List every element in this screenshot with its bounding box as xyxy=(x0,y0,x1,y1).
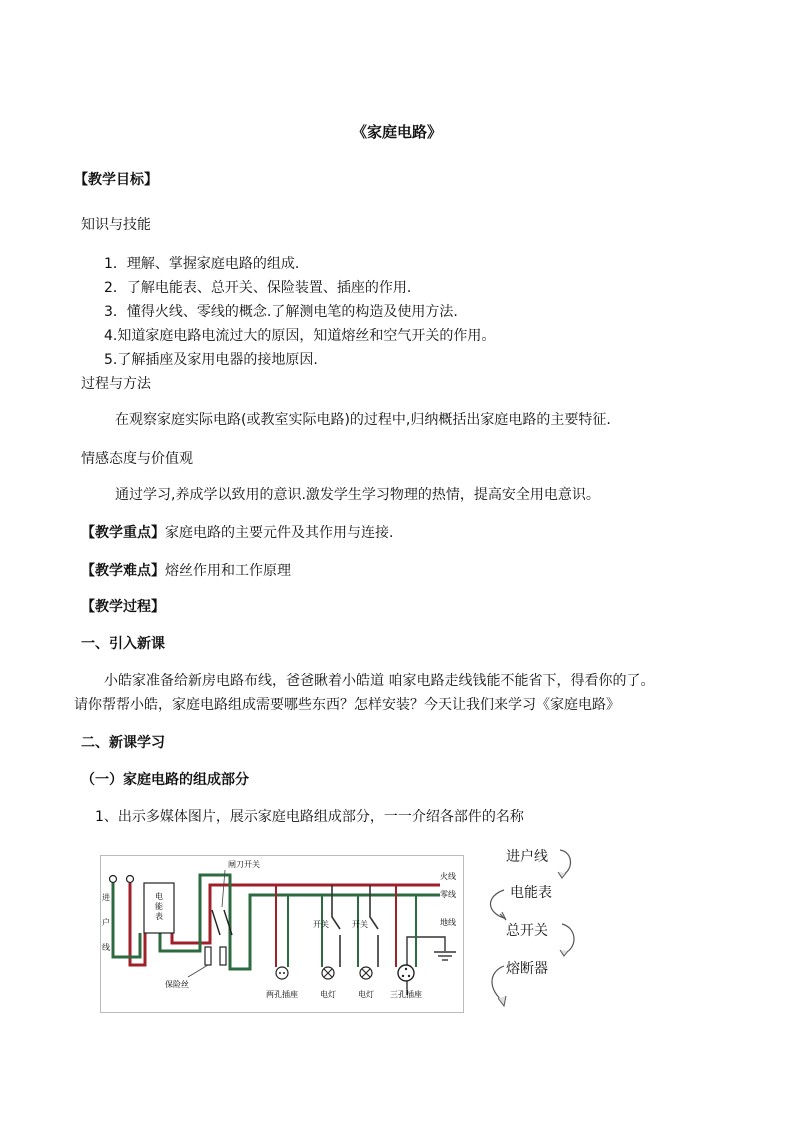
neutral-label: 零线 xyxy=(440,890,456,899)
meter-label-2: 能 xyxy=(155,902,163,911)
curved-arrow-icon xyxy=(562,924,574,954)
objectives-heading: 【教学目标】 xyxy=(74,172,158,188)
meter-label-3: 表 xyxy=(155,912,163,921)
arrow-head-icon xyxy=(500,912,506,920)
knowledge-item: 3．懂得火线、零线的概念.了解测电笔的构造及使用方法. xyxy=(104,304,458,320)
attitude-heading: 情感态度与价值观 xyxy=(81,451,193,467)
fuse-2 xyxy=(220,947,226,965)
arrow-head-icon xyxy=(558,872,566,878)
component-flow xyxy=(482,842,602,1012)
arrow-head-icon xyxy=(560,950,568,956)
flow-item-entry-wire: 进户线 xyxy=(506,849,548,865)
knowledge-item: 2．了解电能表、总开关、保险装置、插座的作用. xyxy=(104,280,412,296)
knowledge-item: 1．理解、掌握家庭电路的组成. xyxy=(104,256,300,272)
knowledge-item: 5.了解插座及家用电器的接地原因. xyxy=(104,352,318,368)
switch2-label: 开关 xyxy=(352,920,368,929)
knowledge-item: 4.知道家庭电路电流过大的原因，知道熔丝和空气开关的作用。 xyxy=(104,328,496,344)
process-heading: 过程与方法 xyxy=(81,376,151,392)
ground-label: 地线 xyxy=(440,918,456,927)
attitude-text: 通过学习,养成学以致用的意识.激发学生学习物理的热情，提高安全用电意识。 xyxy=(115,487,600,503)
difficulty xyxy=(81,562,291,580)
process-section-heading: 【教学过程】 xyxy=(81,599,165,615)
section2-heading: 二、新课学习 xyxy=(81,735,165,751)
switch1-label: 开关 xyxy=(313,920,329,929)
flow-item-main-switch: 总开关 xyxy=(506,923,548,939)
three-socket-label: 三孔插座 xyxy=(390,990,422,999)
difficulty-label: 【教学难点】 xyxy=(81,563,165,579)
meter-label-1: 电 xyxy=(155,892,163,901)
knife-switch-label: 闸刀开关 xyxy=(228,860,260,869)
section1-paragraph-line2: 请你帮帮小皓，家庭电路组成需要哪些东西？怎样安装？今天让我们来学习《家庭电路》 xyxy=(74,697,620,713)
lamp1-label: 电灯 xyxy=(320,990,336,999)
three-hole-socket-icon xyxy=(398,965,414,981)
entry-terminal-neutral xyxy=(127,876,134,883)
flow-item-fuse: 熔断器 xyxy=(506,961,548,977)
lamp2-label: 电灯 xyxy=(358,990,374,999)
key-point-text: 家庭电路的主要元件及其作用与连接. xyxy=(165,525,394,541)
fuse-1 xyxy=(205,947,211,965)
document-title: 《家庭电路》 xyxy=(351,123,442,141)
fuse-label: 保险丝 xyxy=(165,980,189,989)
flow-item-energy-meter: 电能表 xyxy=(510,885,552,901)
section1-paragraph-line1: 小皓家准备给新房电路布线，爸爸瞅着小皓道 咱家电路走线钱能不能省下，得看你的了。 xyxy=(104,673,655,689)
entry-terminal-live xyxy=(110,876,117,883)
household-circuit-diagram xyxy=(100,855,464,1013)
section2-subheading: （一）家庭电路的组成部分 xyxy=(81,772,249,788)
key-point-label: 【教学重点】 xyxy=(81,525,165,541)
key-point xyxy=(81,524,393,542)
process-text: 在观察家庭实际电路(或教室实际电路)的过程中,归纳概括出家庭电路的主要特征. xyxy=(115,412,611,428)
entry-label-2: 户 xyxy=(102,918,110,927)
curved-arrow-icon xyxy=(560,850,571,876)
live-label: 火线 xyxy=(440,872,456,881)
curved-arrow-icon xyxy=(492,966,504,1002)
entry-label-3: 线 xyxy=(102,943,110,952)
two-hole-socket-icon xyxy=(276,967,288,979)
two-socket-label: 两孔插座 xyxy=(266,990,298,999)
knowledge-heading: 知识与技能 xyxy=(81,217,151,233)
difficulty-text: 熔丝作用和工作原理 xyxy=(165,563,291,579)
section1-heading: 一、引入新课 xyxy=(81,636,165,652)
entry-label-1: 进 xyxy=(102,893,110,902)
section2-step1: 1、出示多媒体图片，展示家庭电路组成部分，一一介绍各部件的名称 xyxy=(95,809,524,825)
